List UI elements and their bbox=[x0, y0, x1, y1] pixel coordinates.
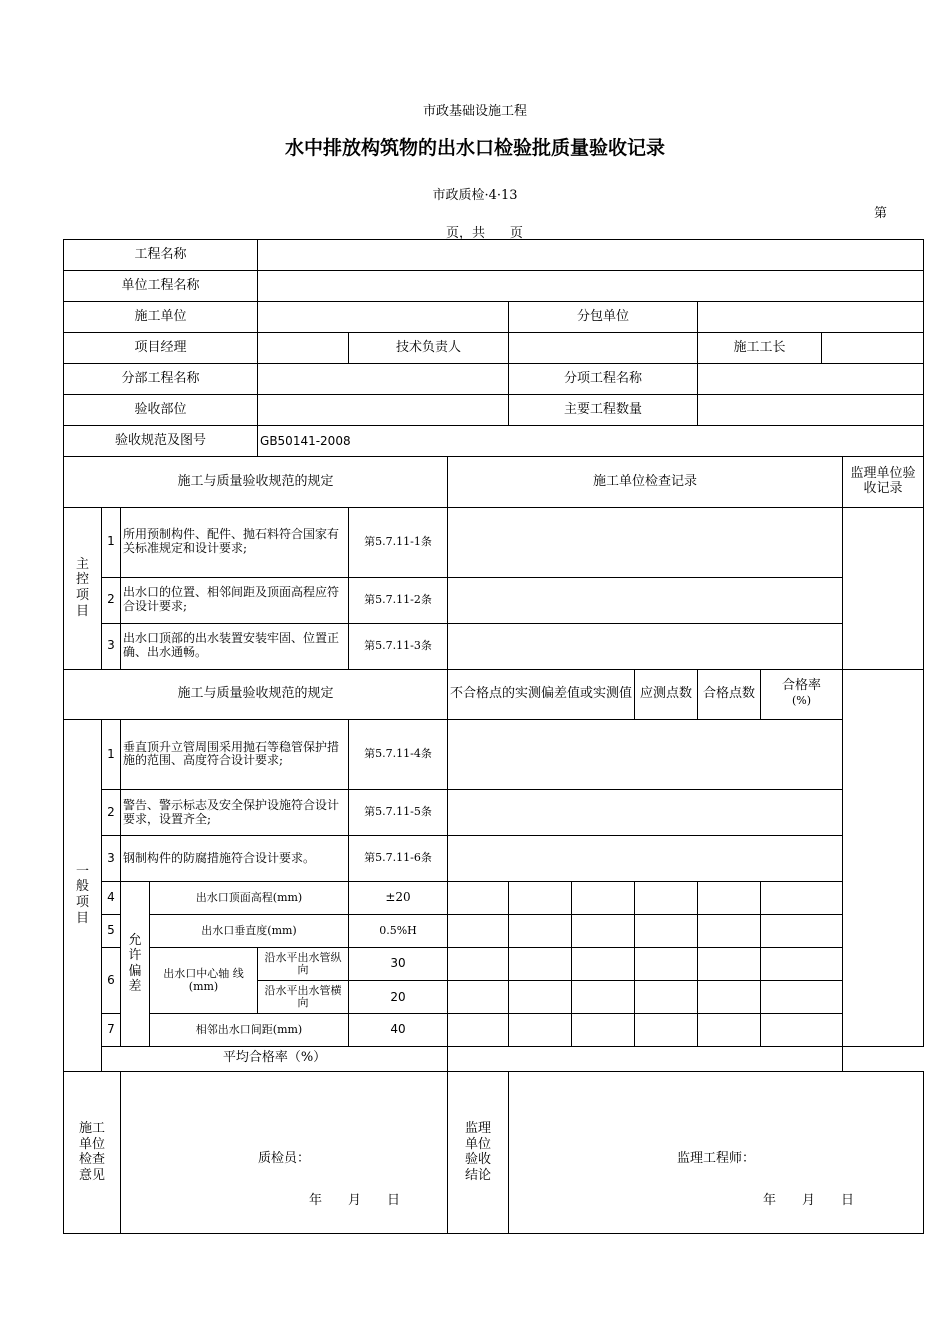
inspection-part-label: 验收部位 bbox=[64, 395, 258, 426]
pass-rate-unit: (%) bbox=[791, 694, 812, 708]
spec-rule-header-2: 施工与质量验收规范的规定 bbox=[64, 669, 448, 719]
inspector-label: 质检员： bbox=[258, 1150, 311, 1166]
standard-value: GB50141-2008 bbox=[258, 426, 924, 457]
deviation-cell[interactable] bbox=[509, 915, 572, 948]
spec-rule-header: 施工与质量验收规范的规定 bbox=[64, 457, 448, 507]
tech-lead-field[interactable] bbox=[509, 333, 698, 364]
deviation-cell[interactable] bbox=[572, 1014, 635, 1046]
qualified-points-cell[interactable] bbox=[698, 948, 761, 981]
deviation-cell[interactable] bbox=[448, 981, 509, 1014]
qualified-points-cell[interactable] bbox=[698, 981, 761, 1014]
pass-rate-cell[interactable] bbox=[761, 882, 843, 915]
year-label: 年 bbox=[763, 1192, 777, 1208]
qualified-points-cell[interactable] bbox=[698, 915, 761, 948]
supervisor-conclusion-label: 监理单位验收结论 bbox=[448, 1071, 509, 1233]
project-name-label: 工程名称 bbox=[64, 240, 258, 271]
main-item-desc: 出水口顶部的出水装置安装牢固、位置正确、出水通畅。 bbox=[121, 623, 349, 669]
should-measure-cell[interactable] bbox=[635, 948, 698, 981]
general-item-clause: 第5.7.11-4条 bbox=[349, 719, 448, 789]
main-item-check-record[interactable] bbox=[448, 577, 843, 623]
sub-project-name-field[interactable] bbox=[258, 364, 509, 395]
main-quantity-label: 主要工程数量 bbox=[509, 395, 698, 426]
tolerance-value: 40 bbox=[349, 1014, 448, 1046]
deviation-cell[interactable] bbox=[509, 981, 572, 1014]
general-item-check-record[interactable] bbox=[448, 836, 843, 882]
subcontract-unit-field[interactable] bbox=[698, 302, 924, 333]
tolerance-desc: 出水口中心轴 线(mm) bbox=[150, 948, 258, 1014]
general-item-check-record[interactable] bbox=[448, 790, 843, 836]
main-item-clause: 第5.7.11-3条 bbox=[349, 623, 448, 669]
tolerance-desc: 相邻出水口间距(mm) bbox=[150, 1014, 349, 1046]
main-item-desc: 出水口的位置、相邻间距及顶面高程应符合设计要求; bbox=[121, 577, 349, 623]
deviation-cell[interactable] bbox=[572, 948, 635, 981]
should-measure-cell[interactable] bbox=[635, 882, 698, 915]
form-title: 水中排放构筑物的出水口检验批质量验收记录 bbox=[284, 137, 665, 159]
tolerance-subdesc: 沿水平出水管纵向 bbox=[258, 948, 349, 981]
main-item-clause: 第5.7.11-2条 bbox=[349, 577, 448, 623]
engineer-label: 监理工程师： bbox=[677, 1150, 756, 1166]
main-item-check-record[interactable] bbox=[448, 507, 843, 577]
unit-project-name-field[interactable] bbox=[258, 271, 924, 302]
deviation-cell[interactable] bbox=[448, 1014, 509, 1046]
pass-rate-header bbox=[761, 669, 843, 719]
tolerance-no: 6 bbox=[102, 948, 121, 1014]
tolerance-value: 30 bbox=[349, 948, 448, 981]
tolerance-subdesc: 沿水平出水管横向 bbox=[258, 981, 349, 1014]
deviation-cell[interactable] bbox=[509, 1014, 572, 1046]
org-name: 市政基础设施工程 bbox=[422, 104, 527, 119]
subcontract-unit-label: 分包单位 bbox=[509, 302, 698, 333]
deviation-cell[interactable] bbox=[448, 915, 509, 948]
pass-rate-label: 合格率 bbox=[782, 678, 822, 694]
qualified-points-cell[interactable] bbox=[698, 882, 761, 915]
main-item-desc: 所用预制构件、配件、抛石料符合国家有关标准规定和设计要求; bbox=[121, 507, 349, 577]
tolerance-no: 5 bbox=[102, 915, 121, 948]
project-name-field[interactable] bbox=[258, 240, 924, 271]
construction-unit-field[interactable] bbox=[258, 302, 509, 333]
page-label-gong: 共 bbox=[472, 226, 486, 241]
should-measure-cell[interactable] bbox=[635, 915, 698, 948]
deviation-cell[interactable] bbox=[572, 981, 635, 1014]
foreman-label: 施工工长 bbox=[698, 333, 822, 364]
general-item-desc: 垂直顶升立管周围采用抛石等稳管保护措施的范围、高度符合设计要求; bbox=[121, 719, 349, 789]
general-supervisor-record[interactable] bbox=[843, 669, 924, 1046]
tech-lead-label: 技术负责人 bbox=[349, 333, 509, 364]
main-control-label: 主控项目 bbox=[64, 507, 102, 669]
tolerance-desc: 出水口顶面高程(mm) bbox=[150, 882, 349, 915]
deviation-cell[interactable] bbox=[509, 882, 572, 915]
pass-rate-cell[interactable] bbox=[761, 915, 843, 948]
foreman-field[interactable] bbox=[822, 333, 924, 364]
tolerance-no: 4 bbox=[102, 882, 121, 915]
general-item-check-record[interactable] bbox=[448, 719, 843, 789]
inspection-form-table bbox=[63, 239, 924, 1234]
unit-check-record-header: 施工单位检查记录 bbox=[448, 457, 843, 507]
main-item-clause: 第5.7.11-1条 bbox=[349, 507, 448, 577]
main-quantity-field[interactable] bbox=[698, 395, 924, 426]
sub-project-name-label: 分部工程名称 bbox=[64, 364, 258, 395]
general-item-clause: 第5.7.11-5条 bbox=[349, 790, 448, 836]
avg-pass-rate-label: 平均合格率（%） bbox=[102, 1046, 448, 1071]
qualified-points-header: 合格点数 bbox=[698, 669, 761, 719]
tolerance-desc: 出水口垂直度(mm) bbox=[150, 915, 349, 948]
deviation-cell[interactable] bbox=[509, 948, 572, 981]
main-item-check-record[interactable] bbox=[448, 623, 843, 669]
deviation-cell[interactable] bbox=[448, 882, 509, 915]
general-item-no: 2 bbox=[102, 790, 121, 836]
should-measure-cell[interactable] bbox=[635, 1014, 698, 1046]
supervisor-record-header: 监理单位验收记录 bbox=[843, 457, 924, 507]
day-label: 日 bbox=[841, 1192, 855, 1208]
supervisor-date bbox=[763, 1194, 854, 1209]
day-label: 日 bbox=[387, 1192, 401, 1208]
main-item-no: 3 bbox=[102, 623, 121, 669]
should-measure-cell[interactable] bbox=[635, 981, 698, 1014]
general-item-desc: 警告、警示标志及安全保护设施符合设计要求，设置齐全; bbox=[121, 790, 349, 836]
form-code: 市政质检·4·13 bbox=[432, 188, 518, 203]
page-label-ye2: 页 bbox=[509, 226, 523, 241]
deviation-value-header: 不合格点的实测偏差值或实测值 bbox=[448, 669, 635, 719]
item-project-name-field[interactable] bbox=[698, 364, 924, 395]
should-measure-header: 应测点数 bbox=[635, 669, 698, 719]
supervisor-conclusion-field[interactable] bbox=[509, 1071, 924, 1233]
tolerance-value: ±20 bbox=[349, 882, 448, 915]
project-manager-label: 项目经理 bbox=[64, 333, 258, 364]
construction-opinion-label: 施工单位检查意见 bbox=[64, 1071, 121, 1233]
main-item-no: 1 bbox=[102, 507, 121, 577]
avg-pass-rate-value[interactable] bbox=[448, 1046, 843, 1071]
page-line: 页，共 页 bbox=[446, 226, 523, 241]
main-item-no: 2 bbox=[102, 577, 121, 623]
general-label: 一般项目 bbox=[64, 719, 102, 1071]
general-item-clause: 第5.7.11-6条 bbox=[349, 836, 448, 882]
standard-label: 验收规范及图号 bbox=[64, 426, 258, 457]
tolerance-no: 7 bbox=[102, 1014, 121, 1046]
page-label-ye: 页 bbox=[446, 226, 460, 241]
tolerance-label: 允许偏差 bbox=[121, 882, 150, 1046]
construction-opinion-field[interactable] bbox=[121, 1071, 448, 1233]
construction-date bbox=[309, 1194, 400, 1209]
deviation-cell[interactable] bbox=[572, 882, 635, 915]
page-label-di: 第 bbox=[874, 206, 888, 221]
deviation-cell[interactable] bbox=[572, 915, 635, 948]
unit-project-name-label: 单位工程名称 bbox=[64, 271, 258, 302]
month-label: 月 bbox=[802, 1192, 816, 1208]
pass-rate-cell[interactable] bbox=[761, 1014, 843, 1046]
pass-rate-cell[interactable] bbox=[761, 948, 843, 981]
project-manager-field[interactable] bbox=[258, 333, 349, 364]
inspection-part-field[interactable] bbox=[258, 395, 509, 426]
pass-rate-cell[interactable] bbox=[761, 981, 843, 1014]
qualified-points-cell[interactable] bbox=[698, 1014, 761, 1046]
deviation-cell[interactable] bbox=[448, 948, 509, 981]
general-item-desc: 钢制构件的防腐措施符合设计要求。 bbox=[121, 836, 349, 882]
month-label: 月 bbox=[348, 1192, 362, 1208]
main-control-supervisor-record[interactable] bbox=[843, 507, 924, 669]
construction-unit-label: 施工单位 bbox=[64, 302, 258, 333]
year-label: 年 bbox=[309, 1192, 323, 1208]
tolerance-value: 20 bbox=[349, 981, 448, 1014]
general-item-no: 3 bbox=[102, 836, 121, 882]
item-project-name-label: 分项工程名称 bbox=[509, 364, 698, 395]
general-item-no: 1 bbox=[102, 719, 121, 789]
tolerance-value: 0.5%H bbox=[349, 915, 448, 948]
